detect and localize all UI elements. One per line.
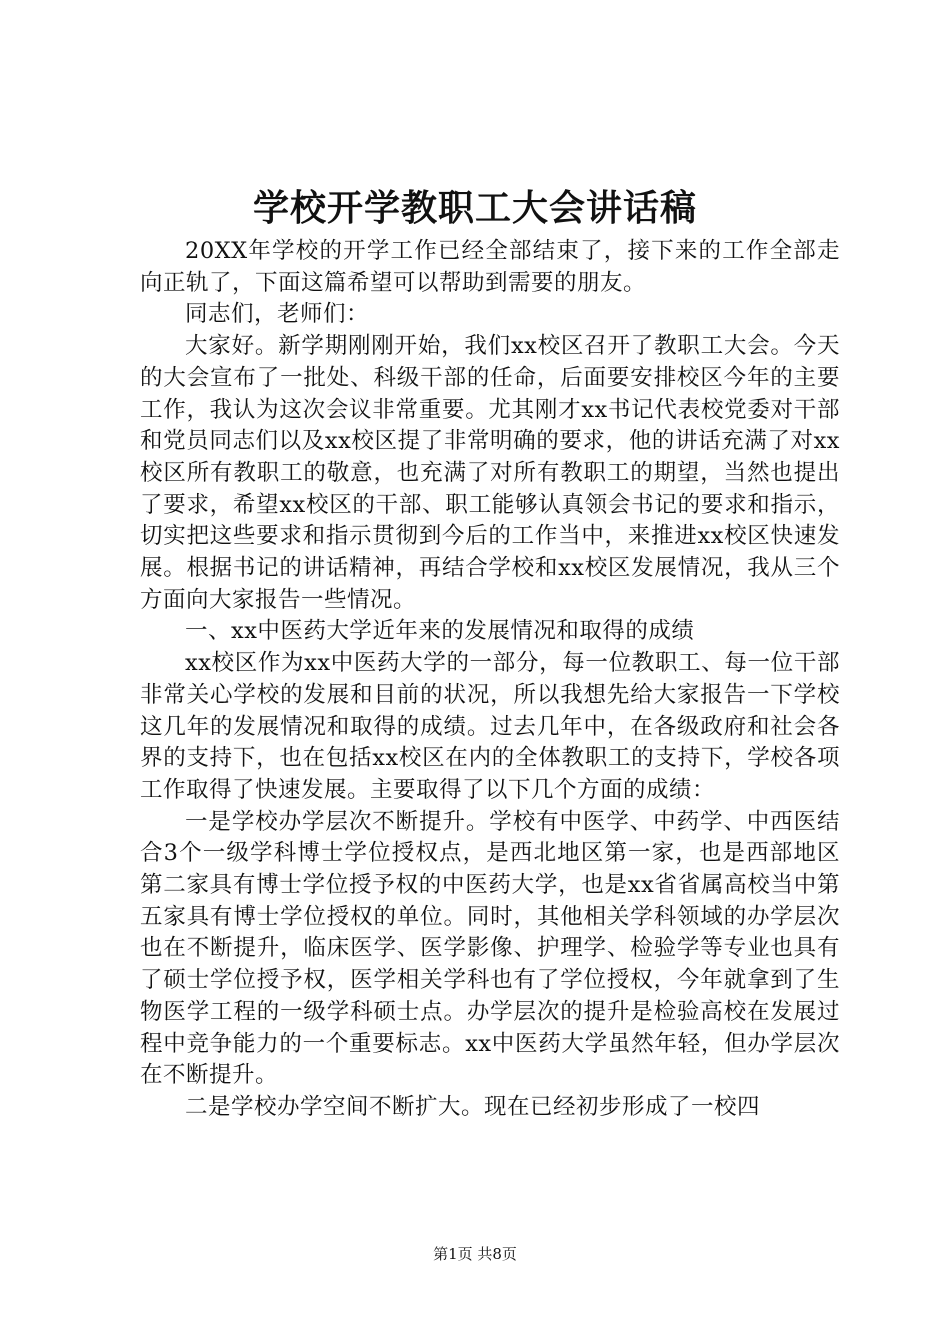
section-heading-1: 一、xx中医药大学近年来的发展情况和取得的成绩 — [185, 618, 695, 645]
paragraph-achievement-2: 二是学校办学空间不断扩大。现在已经初步形成了一校四 — [185, 1093, 761, 1120]
document-title: 学校开学教职工大会讲话稿 — [252, 187, 697, 229]
page-number-footer: 第1页 共8页 — [433, 1245, 517, 1263]
paragraph-salutation: 同志们，老师们： — [185, 301, 370, 328]
document-body — [140, 236, 840, 1124]
paragraph-development: xx校区作为xx中医药大学的一部分，每一位教职工、每一位干部非常关心学校的发展和目前的状况，所以我想先给大家报告一下学校这几年的发展情况和取得的成绩。过去几年中，在各级政府和社会各界的支持下，也在包括xx校区在内的全体教职工的支持下，学校各项工作取得了快速发展。主要取得了以下几个方面的成绩： — [140, 650, 840, 803]
paragraph-greeting: 大家好。新学期刚刚开始，我们xx校区召开了教职工大会。今天的大会宣布了一批处、科级干部的任命，后面要安排校区今年的主要工作，我认为这次会议非常重要。尤其刚才xx书记代表校党委对干部和党员同志们以及xx校区提了非常明确的要求，他的讲话充满了对xx校区所有教职工的敬意，也充满了对所有教职工的期望，当然也提出了要求，希望xx校区的干部、职工能够认真领会书记的要求和指示，切实把这些要求和指示贯彻到今后的工作当中，来推进xx校区快速发展。根据书记的讲话精神，再结合学校和xx校区发展情况，我从三个方面向大家报告一些情况。 — [140, 333, 840, 613]
paragraph-intro: 20XX年学校的开学工作已经全部结束了，接下来的工作全部走向正轨了，下面这篇希望可以帮助到需要的朋友。 — [140, 238, 840, 296]
paragraph-achievement-1: 一是学校办学层次不断提升。学校有中医学、中药学、中西医结合3个一级学科博士学位授权点，是西北地区第一家，也是西部地区第二家具有博士学位授予权的中医药大学，也是xx省省属高校当中第五家具有博士学位授权的单位。同时，其他相关学科领域的办学层次也在不断提升，临床医学、医学影像、护理学、检验学等专业也具有了硕士学位授予权，医学相关学科也有了学位授权，今年就拿到了生物医学工程的一级学科硕士点。办学层次的提升是检验高校在发展过程中竞争能力的一个重要标志。xx中医药大学虽然年轻，但办学层次在不断提升。 — [140, 808, 840, 1089]
